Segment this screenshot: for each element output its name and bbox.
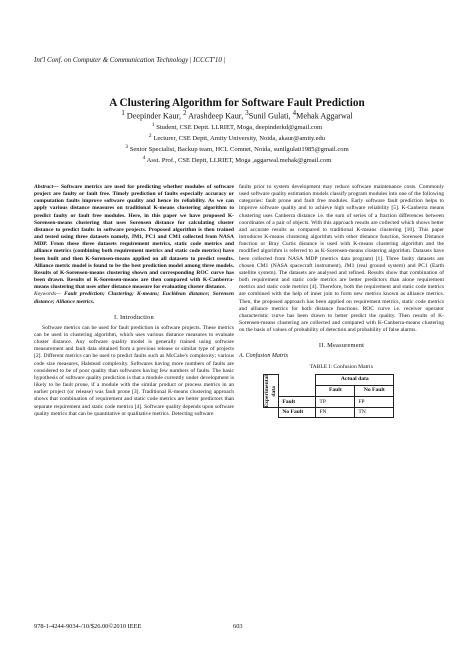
confusion-matrix-table (263, 374, 394, 419)
conference-header: Int'l Conf. on Computer & Communication Technology | ICCCT'10 | (34, 56, 226, 64)
column-header: No Fault (355, 385, 394, 396)
table-cell: FP (355, 397, 394, 408)
keywords (34, 291, 234, 305)
author-name: Sunil Gulati, (248, 111, 291, 121)
section-heading-introduction: I. Introduction (114, 313, 154, 321)
abstract-label: Abstract (34, 184, 54, 190)
affiliation: $^3$ Senior Specialist, Backup team, HCL Comnet, Noida, sunilgulati1985@gmail.com (125, 144, 349, 154)
table-cell: TN (355, 408, 394, 418)
page-number: 603 (233, 623, 243, 630)
row-label: Fault (279, 397, 316, 408)
table-caption: TABLE I: Confusion Matrix (309, 363, 374, 370)
affiliation: $^4$ Asst. Prof., CSE Deptt, LLRIET, Moga ,aggarwal.mehak@gmail.com (142, 155, 332, 165)
table-cell: FN (316, 408, 355, 418)
section-heading-measurement: II. Measurement (318, 342, 365, 350)
abstract (34, 184, 234, 291)
affiliation: $^1$ Student, CSE Deptt. LLRIET, Moga, deepinderkd@gmail.com (151, 122, 323, 132)
column-header: Fault (316, 385, 355, 396)
right-column (239, 184, 444, 418)
abstract-text: — Software metrics are used for predicting whether modules of software project are faulty or fault free. Timely prediction of faults especially accuracy or computation faults improve software quality and hence its reliability. As we can apply various distance measures on traditional K-means clustering algorithm to predict faulty or fault free modules. Here, in this paper we have proposed K-Sorensen-means clustering that uses Sorensen distance for calculating cluster distance to predict faults in software projects. Proposed algorithm is then trained and tested using three datasets namely, JM1, PC1 and CM1 collected from NASA MDP. From these three datasets requirement metrics, static code metrics and alliance metrics (combining both requirement metrics and static code metrics) have been built and then K-Sorensen-means applied on all datasets to predict results. Alliance metric model is found to be the best prediction model among three models. Results of K-Sorensen-means clustering shown and corresponding ROC curve has been drawn. Results of K-Sorensen-means are then compared with K-Canberra-means clustering that uses other distance measure for evaluating cluster distance. (34, 184, 234, 291)
author-line: $^1$ Deepinder Kaur, $^2$ Arashdeep Kaur, $^3$Sunil Gulati, $^4$Mehak Aggarwal (121, 110, 353, 121)
paper-title: A Clustering Algorithm for Software Fault Prediction (109, 97, 365, 109)
subsection-heading: A. Confusion Matrix (239, 353, 289, 360)
isbn-footer: 978-1-4244-9034-/10/$26.00©2010 IEEE (34, 623, 142, 630)
row-header: Experimental data (264, 374, 278, 408)
conference-code: ICCCT'10 (193, 56, 222, 64)
column-group-header: Actual data (316, 374, 394, 385)
affiliation: $^2$ Lecturer, CSE Deptt, Amity University, Noida, akaur@amity.edu (148, 133, 326, 143)
table-cell: TP (316, 397, 355, 408)
introduction-text: Software metrics can be used for fault prediction in software projects. These metrics can be used in clustering algorithm, which uses various distance measures to evaluate cluster distance. Any software quality model is generally trained using software measurement and fault data obtained from a previous release or similar type of projects [2]. Different metrics can be used to predict faults such as McCabe's complexity; various code size measures, Halstead complexity. Softwares having more numbers of faults are considered to be of poor quality than softwares having few numbers of faults. The basic hypothesis of software quality prediction is that a module currently under development is likely to be fault prone, if a module with the similar product or process metrics in an earlier project (or release) was fault prone [3]. Traditional K-means clustering approach shows that combination of requirement and static code metrics are better predictors than separate requirement and static code metrics [4]. Software quality depends upon software quality metrics that can be quantitative or qualitative metrics. Detecting software (34, 324, 234, 417)
author-name: Deepinder Kaur, (126, 111, 182, 121)
keywords-text: Fault prediction; Clustering; K-means; Euclidean distance; Sorensen distance; Alliance metrics. (34, 291, 234, 305)
body-paragraph: faults prior to system development may reduce software maintenance costs. Commonly used software quality estimation models classify program modules into one of the following categories: fault prone and fault free modules. Early software fault prediction helps to improve software quality and to achieve high software reliability [5]. K-Canberra means clustering uses Canberra distance i.e. the sum of series of a fraction differences between coordinates of a pair of objects. With this approach results are collected which shows better and accurate results as compared to traditional K-means clustering [10]. This paper introduces K-means clustering algorithm with other distance function, Sorensen Distance function or Bray Curtis distance is used with K-means clustering algorithm and the modified algorithm is referred to as K-Sorensen-means clustering algorithm. Datasets have been collected from NASA MDP (metrics data program) [1]. Three faulty datasets are chosen CM1 (NASA spacecraft instrument), JM1 (real ground system) and PC1 (Earth satellite system). The datasets are analysed and refined. Results show that combination of both requirement and static code metrics are better predictors than alone requirement metrics and static code metrics [4]. Therefore, both the requirement and static code metrics are combined with the help of inner join to form new metrics known as alliance metrics. Then, the proposed approach has been applied on requirement metrics, static code metrics and alliance metrics for both distance functions. ROC curve i.e. receiver operator characteristic curve has been drawn to better predict the quality. Then results of K-Sorensen-means clustering are collected and compared with K-Canberra-means clustering on the basis of values of probability of detection and probability of false alarms. (239, 184, 444, 334)
row-header-cell (264, 374, 279, 408)
conference-name: Int'l Conf. on Computer & Communication Technology (34, 56, 189, 64)
left-column (34, 184, 234, 418)
keywords-label: Keywords— (34, 291, 61, 298)
author-name: Arashdeep Kaur, (188, 111, 244, 121)
author-name: Mehak Aggarwal (296, 111, 353, 121)
row-label: No Fault (279, 408, 316, 418)
